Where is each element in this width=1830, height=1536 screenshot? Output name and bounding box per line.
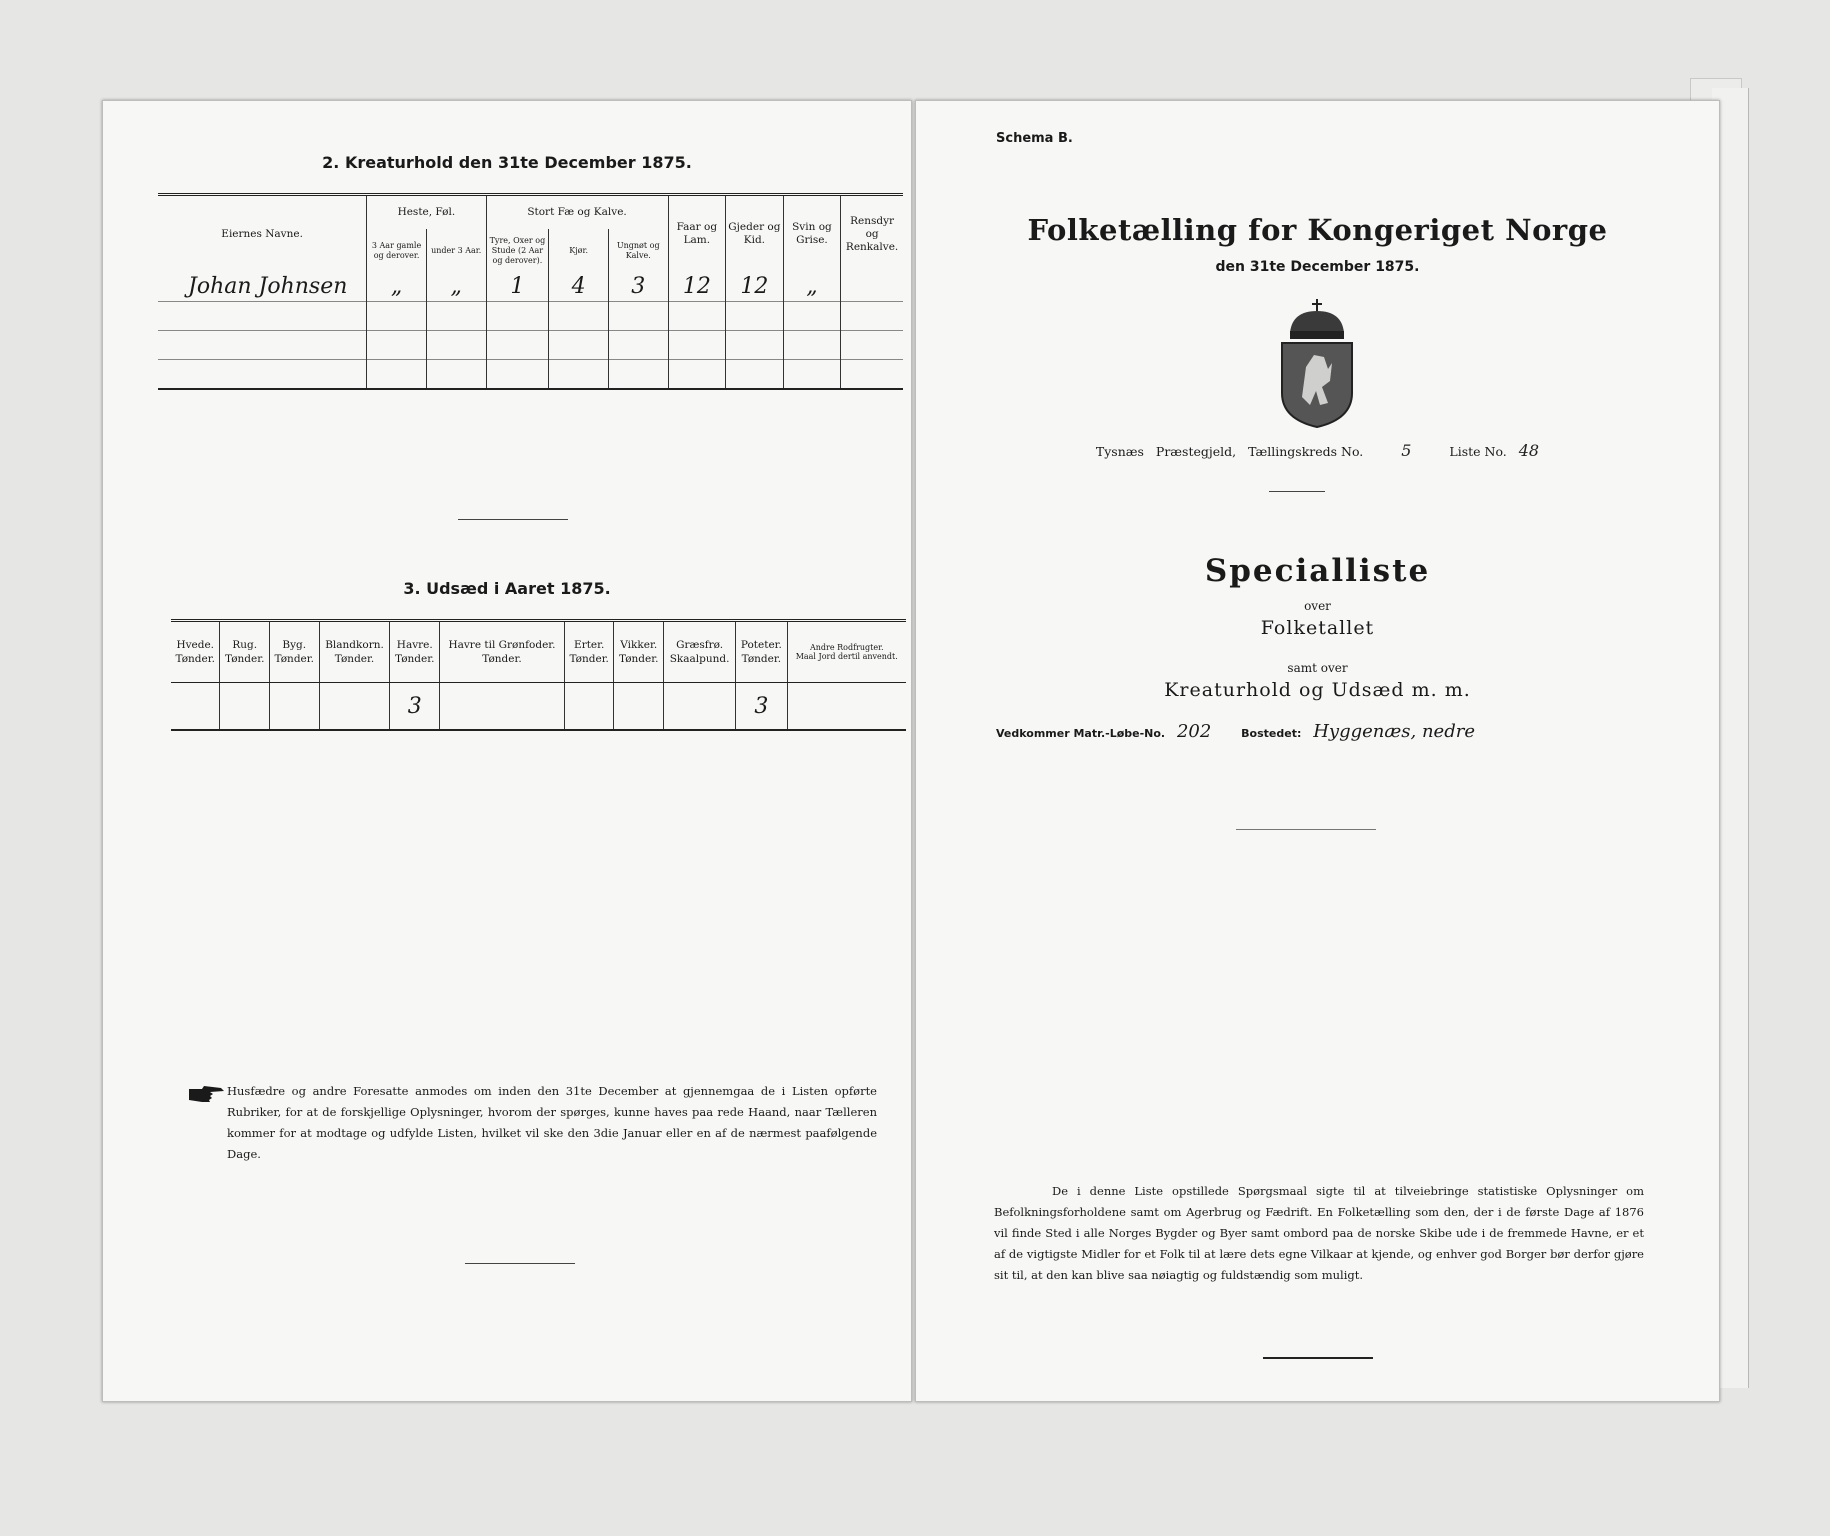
pointing-hand-icon: [188, 1083, 226, 1105]
crop-header: [171, 621, 220, 683]
crop-name: Rug.: [232, 639, 258, 651]
page-subtitle: den 31te December 1875.: [1215, 259, 1420, 275]
crop-unit: Tønder.: [741, 653, 782, 665]
divider: [1236, 829, 1376, 830]
crop-header: [664, 621, 736, 683]
crop-value: [564, 683, 614, 731]
crop-value: [270, 683, 320, 731]
reindeer-value: [841, 273, 903, 302]
owner-header: Eiernes Navne.: [221, 227, 303, 240]
crop-unit: Skaalpund.: [669, 653, 730, 665]
goats-header: Gjeder og Kid.: [726, 195, 784, 273]
list-number: 48: [1518, 441, 1540, 460]
also-over-text: samt over: [1287, 661, 1348, 675]
horses-young-value: „: [426, 273, 486, 302]
table-row: [171, 683, 906, 731]
owner-name: Johan Johnsen: [188, 274, 348, 299]
sowing-section-title: 3. Udsæd i Aaret 1875.: [403, 579, 611, 598]
horses-header: Heste, Føl.: [367, 195, 486, 229]
crop-value: [664, 683, 736, 731]
crop-name: Havre til Grønfoder.: [448, 639, 556, 651]
cows-header: Kjør.: [549, 229, 609, 273]
pigs-header: Svin og Grise.: [783, 195, 841, 273]
sowing-table: [171, 619, 906, 731]
information-text: De i denne Liste opstillede Spørgsmaal sigte til at tilveiebringe statistiske Oplysninger om Befolkningsforholdene samt om Agerbrug og Fædrift. En Folketælling som den, der i de første Dage af 1876 vil finde Sted i alle Norges Bygder og Byer samt ombord paa de norske Skibe ude i de fremmede Havne, er et af de vigtigste Midler for et Folk til at lære dets egne Vilkaar at kjende, og enhver god Borger bør derfor gjøre sit til, at den kan blive saa nøiagtig og fuldstændig som muligt.: [994, 1184, 1644, 1282]
crop-unit: Tønder.: [175, 653, 215, 665]
crop-value: 3: [390, 683, 440, 731]
reindeer-header: Rensdyr og Renkalve.: [841, 195, 903, 273]
goats-value: 12: [726, 273, 784, 302]
crop-value: [440, 683, 565, 731]
crop-unit: Maal Jord dertil anvendt.: [795, 652, 898, 661]
crop-unit: Tønder.: [334, 653, 375, 665]
crop-value: 3: [736, 683, 787, 731]
parish-name: Tysnæs: [1095, 444, 1144, 459]
table-row: [158, 301, 903, 330]
left-page: [102, 100, 912, 1402]
crop-unit: Tønder.: [619, 653, 659, 665]
residence-name: Hyggenæs, nedre: [1313, 721, 1475, 742]
crop-name: Blandkorn.: [325, 639, 384, 651]
divider: [465, 1263, 575, 1264]
coat-of-arms-icon: [1272, 297, 1362, 429]
over-text: over: [1304, 599, 1331, 613]
crop-value: [787, 683, 906, 731]
population-heading: Folketallet: [1260, 617, 1375, 639]
crop-header: [319, 621, 390, 683]
cattle-header: Stort Fæ og Kalve.: [486, 195, 668, 229]
livestock-heading: Kreaturhold og Udsæd m. m.: [1164, 679, 1471, 701]
crop-value: [171, 683, 220, 731]
bulls-header: Tyre, Oxer og Stude (2 Aar og derover).: [486, 229, 549, 273]
livestock-table: [158, 193, 903, 390]
horses-old-header: 3 Aar gamle og derover.: [367, 229, 427, 273]
pigs-value: „: [783, 273, 841, 302]
parish-line: [916, 441, 1719, 460]
crop-name: Byg.: [282, 639, 307, 651]
list-label: Liste No.: [1449, 444, 1507, 459]
matr-label: Vedkommer Matr.-Løbe-No.: [996, 727, 1166, 740]
property-line: [996, 721, 1501, 742]
young-cattle-value: 3: [608, 273, 668, 302]
bulls-value: 1: [486, 273, 549, 302]
table-row: [158, 359, 903, 389]
crop-header: [390, 621, 440, 683]
district-number: 5: [1401, 441, 1412, 460]
young-cattle-header: Ungnøt og Kalve.: [608, 229, 668, 273]
table-row: [158, 330, 903, 359]
parish-label: Præstegjeld,: [1155, 444, 1237, 459]
crop-header: [270, 621, 320, 683]
sheep-value: 12: [668, 273, 726, 302]
crop-header: [614, 621, 664, 683]
horses-young-header: under 3 Aar.: [426, 229, 486, 273]
page-title: Folketælling for Kongeriget Norge: [1027, 213, 1608, 247]
divider: [1269, 491, 1325, 492]
cows-value: 4: [549, 273, 609, 302]
table-row: [158, 273, 903, 302]
crop-header: [564, 621, 614, 683]
livestock-section-title: 2. Kreaturhold den 31te December 1875.: [322, 153, 692, 172]
sheep-header: Faar og Lam.: [668, 195, 726, 273]
crop-header: [787, 621, 906, 683]
crop-unit: Tønder.: [274, 653, 314, 665]
crop-name: Græsfrø.: [676, 639, 724, 651]
special-list-title: Specialliste: [1204, 553, 1431, 589]
crop-name: Andre Rodfrugter.: [809, 643, 884, 652]
crop-header: [736, 621, 787, 683]
crop-unit: Tønder.: [482, 653, 522, 665]
residence-label: Bostedet:: [1241, 727, 1302, 740]
crop-name: Erter.: [574, 639, 605, 651]
crop-header: [440, 621, 565, 683]
divider: [1263, 1357, 1373, 1359]
schema-label: Schema B.: [996, 131, 1073, 146]
horses-old-value: „: [367, 273, 427, 302]
divider: [458, 519, 568, 520]
crop-unit: Tønder.: [225, 653, 265, 665]
crop-unit: Tønder.: [569, 653, 609, 665]
crop-header: [220, 621, 270, 683]
right-page: [915, 100, 1720, 1402]
crop-value: [319, 683, 390, 731]
crop-unit: Tønder.: [395, 653, 435, 665]
crop-name: Havre.: [396, 639, 433, 651]
crop-name: Poteter.: [740, 639, 782, 651]
crop-value: [220, 683, 270, 731]
notice-text: Husfædre og andre Foresatte anmodes om inden den 31te December at gjennemgaa de i Listen opførte Rubriker, for at de forskjellige Oplysninger, hvorom der spørges, kunne haves paa rede Haand, naar Tælleren kommer for at modtage og udfylde Listen, hvilket vil ske den 3die Januar eller en af de nærmest paafølgende Dage.: [227, 1084, 877, 1161]
matr-number: 202: [1176, 721, 1212, 742]
crop-value: [614, 683, 664, 731]
crop-name: Vikker.: [620, 639, 658, 651]
crop-name: Hvede.: [176, 639, 215, 651]
district-label: Tællingskreds No.: [1248, 444, 1364, 459]
